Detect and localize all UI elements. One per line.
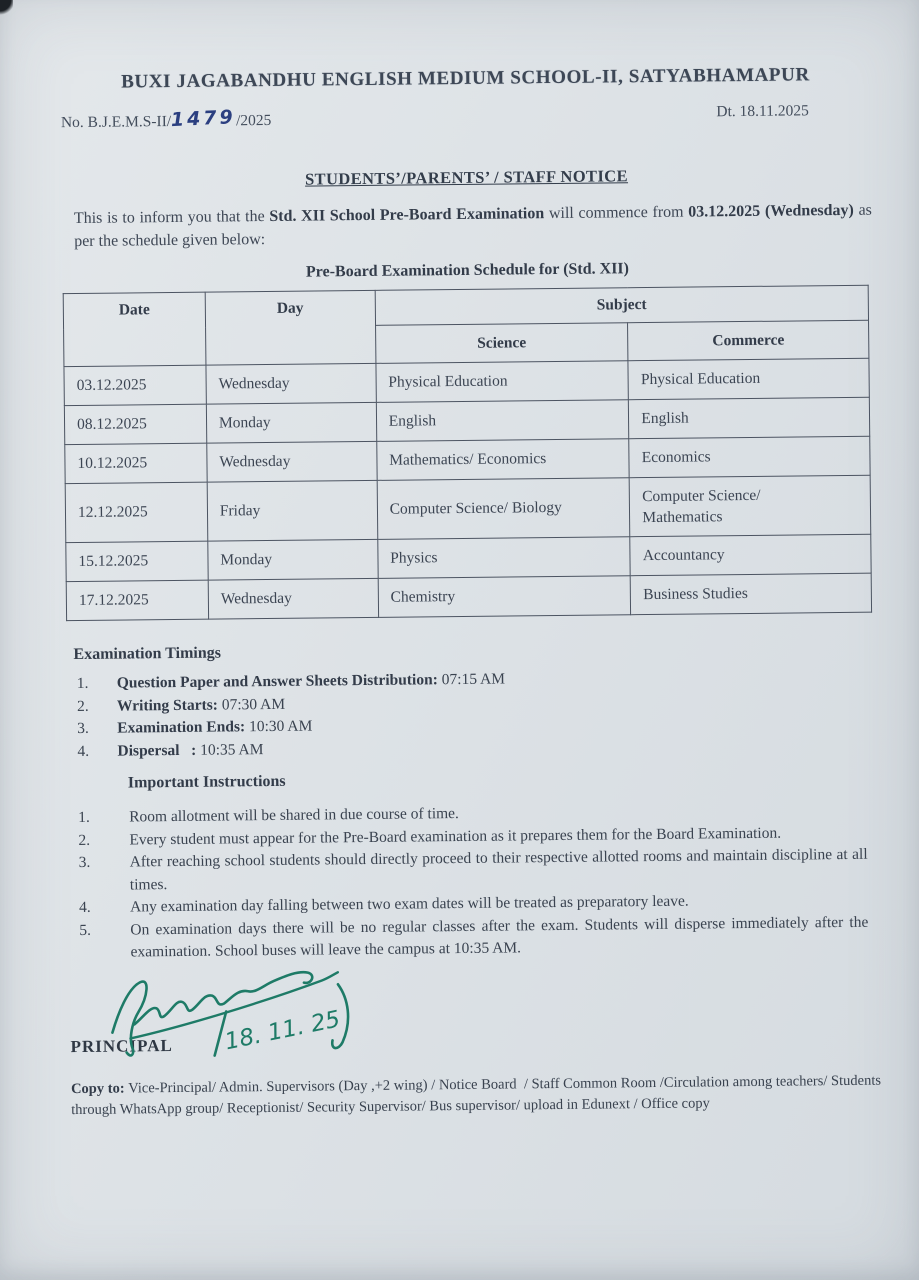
timing-label: Question Paper and Answer Sheets Distribution:: [116, 671, 438, 692]
col-header-day: Day: [205, 290, 376, 365]
principal-signature: [76, 957, 417, 1065]
schedule-table-title: Pre-Board Examination Schedule for (Std. XII): [305, 260, 630, 281]
reference-row: [61, 102, 871, 132]
copy-to-note: [71, 1070, 881, 1121]
principal-label: PRINCIPAL: [70, 1035, 173, 1056]
item-number: 5.: [79, 921, 92, 939]
photo-corner-artifact: [0, 0, 13, 15]
timings-list: [67, 665, 878, 763]
cell-commerce: Physical Education: [628, 358, 869, 400]
cell-commerce: Accountancy: [630, 534, 871, 576]
item-number: 3.: [77, 719, 89, 738]
cell-science: Chemistry: [378, 576, 631, 618]
timing-value: 07:30 AM: [221, 695, 286, 713]
cell-science: Physics: [377, 537, 630, 579]
table-row: [65, 475, 871, 542]
reference-number: [61, 108, 272, 132]
timing-label: Writing Starts:: [116, 696, 218, 715]
cell-date: 15.12.2025: [66, 541, 208, 581]
instructions-list: [68, 799, 880, 965]
signature-block: [70, 958, 881, 1062]
copy-to-text: Vice-Principal/ Admin. Supervisors (Day ,+2 wing) / Notice Board / Staff Common Room /Circulation among teachers/ Students through WhatsApp group/ Receptionist/ Security Supervisor/ Bus supervisor/ upload in Edunext / Office copy: [71, 1072, 882, 1119]
intro-start-date: 03.12.2025 (Wednesday): [688, 201, 854, 221]
cell-commerce: Economics: [629, 436, 870, 478]
item-text: [117, 739, 263, 763]
notice-title: STUDENTS’/PARENTS’ / STAFF NOTICE: [304, 166, 629, 189]
cell-date: 10.12.2025: [65, 443, 207, 483]
cell-day: Wednesday: [206, 363, 376, 404]
cell-day: Friday: [207, 480, 377, 541]
item-number: 4.: [79, 898, 91, 917]
notice-date: Dt. 18.11.2025: [716, 102, 809, 121]
intro-paragraph: [62, 199, 872, 253]
cell-day: Wednesday: [208, 578, 378, 619]
timing-value: 10:35 AM: [200, 740, 264, 759]
list-item: [69, 911, 879, 964]
col-header-subject: Subject: [375, 285, 869, 325]
item-number: 2.: [78, 831, 91, 849]
cell-science: Computer Science/ Biology: [377, 478, 630, 540]
copy-to-label: Copy to:: [70, 1080, 125, 1097]
intro-seg5: as per the schedule given below:: [74, 201, 872, 251]
table-row: [66, 573, 871, 620]
item-text: Any examination day falling between two exam dates will be treated as preparatory leave.: [130, 892, 689, 916]
handwritten-ref-number: 1479: [170, 106, 237, 132]
cell-day: Monday: [206, 402, 376, 443]
cell-science: English: [376, 400, 629, 442]
exam-schedule-table: [63, 285, 872, 621]
item-number: 4.: [77, 742, 90, 760]
cell-date: 12.12.2025: [65, 482, 207, 542]
intro-seg3: will commence from: [544, 203, 689, 223]
timing-label: Examination Ends:: [117, 718, 246, 737]
col-header-date: Date: [63, 292, 206, 366]
item-number: 1.: [76, 674, 89, 693]
timing-value: 10:30 AM: [248, 717, 313, 736]
item-number: 2.: [76, 697, 89, 715]
item-number: 3.: [78, 853, 91, 872]
cell-commerce: English: [629, 397, 870, 439]
col-header-science: Science: [375, 323, 628, 364]
item-number: 1.: [78, 808, 90, 827]
cell-science: Mathematics/ Economics: [376, 439, 629, 481]
item-text: After reaching school students should directly proceed to their respective allotted rooms and maintain discipline at all times.: [129, 845, 868, 893]
cell-commerce: Business Studies: [630, 573, 871, 615]
cell-date: 08.12.2025: [64, 404, 206, 444]
timings-heading: Examination Timings: [73, 644, 222, 664]
item-text: Every student must appear for the Pre-Board examination as it prepares them for the Board Examination.: [129, 824, 782, 848]
ref-suffix: /2025: [235, 111, 272, 130]
cell-commerce: Computer Science/ Mathematics: [629, 475, 870, 537]
intro-seg1: This is to inform you that the: [73, 207, 270, 228]
ref-prefix: No. B.J.E.M.S-II/: [60, 112, 172, 132]
timing-value: 07:15 AM: [441, 670, 506, 689]
timing-label: Dispersal :: [117, 741, 197, 760]
list-item: [69, 844, 879, 897]
item-text: [117, 669, 505, 696]
school-name: BUXI JAGABANDHU ENGLISH MEDIUM SCHOOL-II, SATYABHAMAPUR: [121, 64, 810, 93]
intro-exam-name: Std. XII School Pre-Board Examination: [269, 205, 545, 225]
cell-day: Monday: [208, 539, 378, 580]
cell-date: 17.12.2025: [66, 580, 208, 620]
item-text: Room allotment will be shared in due course of time.: [129, 805, 459, 826]
col-header-commerce: Commerce: [628, 320, 869, 361]
signature-date-handwritten: 18. 11. 25: [222, 1005, 343, 1055]
cell-science: Physical Education: [376, 361, 629, 403]
cell-date: 03.12.2025: [64, 365, 206, 405]
item-text: On examination days there will be no regular classes after the exam. Students will disperse immediately after the examination. School buses will leave the campus at 10:35 AM.: [130, 913, 869, 961]
instructions-heading: Important Instructions: [127, 772, 286, 792]
item-text: [117, 716, 312, 741]
cell-day: Wednesday: [207, 441, 377, 482]
item-text: [117, 693, 285, 717]
